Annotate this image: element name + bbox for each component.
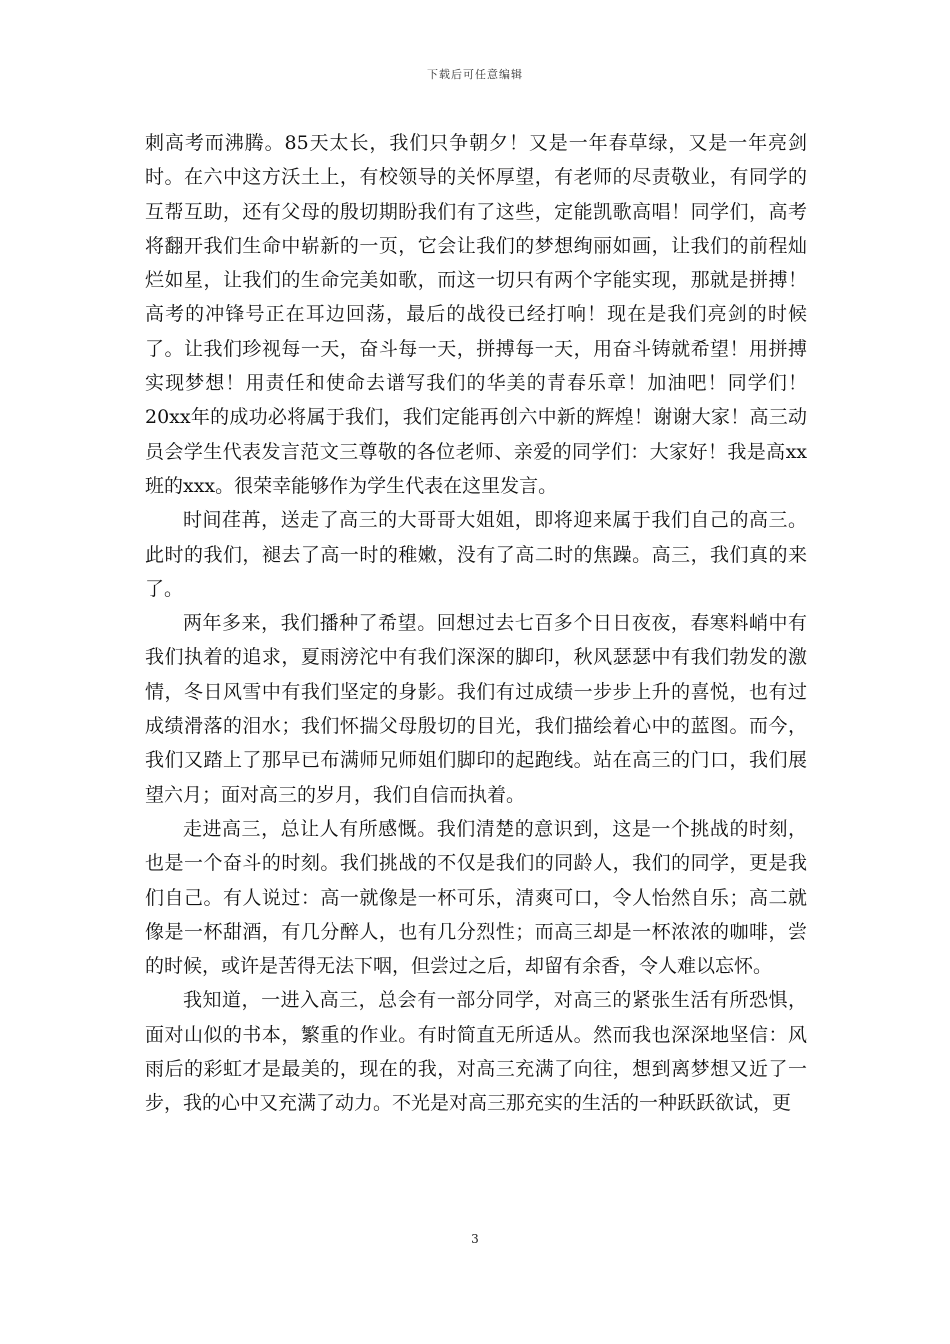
paragraph: 两年多来，我们播种了希望。回想过去七百多个日日夜夜，春寒料峭中有我们执着的追求，夏雨滂沱中有我们深深的脚印，秋风瑟瑟中有我们勃发的激情，冬日风雪中有我们坚定的身影。我们有过成绩一步步上升的喜悦，也有过成绩滑落的泪水；我们怀揣父母殷切的目光，我们描绘着心中的蓝图。而今，我们又踏上了那早已布满师兄师姐们脚印的起跑线。站在高三的门口，我们展望六月；面对高三的岁月，我们自信而执着。	[145, 612, 807, 806]
document-body	[145, 126, 807, 1121]
page-number: 3	[471, 1232, 479, 1246]
paragraph: 我知道，一进入高三，总会有一部分同学，对高三的紧张生活有所恐惧，面对山似的书本，繁重的作业。有时简直无所适从。然而我也深深地坚信：风雨后的彩虹才是最美的，现在的我，对高三充满了向往，想到离梦想又近了一步，我的心中又充满了动力。不光是对高三那充实的生活的一种跃跃欲试，更	[145, 989, 807, 1115]
paragraph-continuation: 刺高考而沸腾。85天太长，我们只争朝夕！又是一年春草绿，又是一年亮剑时。在六中这方沃土上，有校领导的关怀厚望，有老师的尽责敬业，有同学的互帮互助，还有父母的殷切期盼我们有了这些，定能凯歌高唱！同学们，高考将翻开我们生命中崭新的一页，它会让我们的梦想绚丽如画，让我们的前程灿烂如星，让我们的生命完美如歌，而这一切只有两个字能实现，那就是拼搏！高考的冲锋号正在耳边回荡，最后的战役已经打响！现在是我们亮剑的时候了。让我们珍视每一天，奋斗每一天，拼搏每一天，用奋斗铸就希望！用拼搏实现梦想！用责任和使命去谱写我们的华美的青春乐章！加油吧！同学们！20xx年的成功必将属于我们，我们定能再创六中新的辉煌！谢谢大家！高三动员会学生代表发言范文三尊敬的各位老师、亲爱的同学们：大家好！我是高xx班的xxx。很荣幸能够作为学生代表在这里发言。	[145, 132, 807, 497]
paragraph: 走进高三，总让人有所感慨。我们清楚的意识到，这是一个挑战的时刻，也是一个奋斗的时刻。我们挑战的不仅是我们的同龄人，我们的同学，更是我们自己。有人说过：高一就像是一杯可乐，清爽可口，令人怡然自乐；高二就像是一杯甜酒，有几分醉人，也有几分烈性；而高三却是一杯浓浓的咖啡，尝的时候，或许是苦得无法下咽，但尝过之后，却留有余香，令人难以忘怀。	[145, 817, 807, 978]
paragraph: 时间荏苒，送走了高三的大哥哥大姐姐，即将迎来属于我们自己的高三。此时的我们，褪去了高一时的稚嫩，没有了高二时的焦躁。高三，我们真的来了。	[145, 509, 807, 600]
page-header: 下载后可任意编辑	[427, 68, 523, 81]
